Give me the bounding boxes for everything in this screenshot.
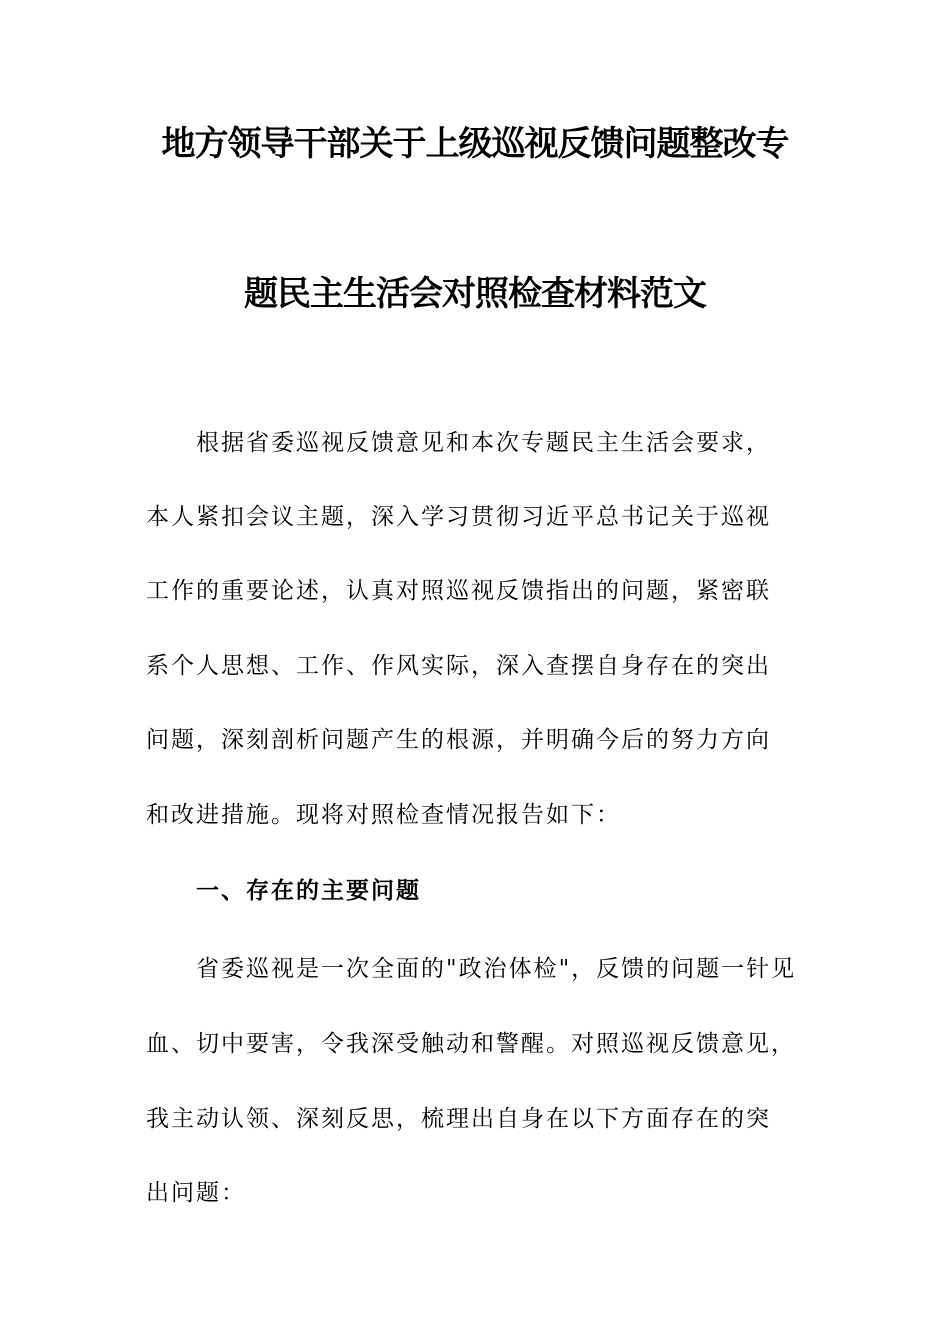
paragraph-line: 我主动认领、深刻反思，梳理出自身在以下方面存在的突 — [146, 1106, 771, 1132]
paragraph-line: 血、切中要害，令我深受触动和警醒。对照巡视反馈意见， — [146, 1031, 796, 1057]
paragraph-line: 省委巡视是一次全面的"政治体检"，反馈的问题一针见 — [196, 956, 797, 982]
paragraph-line: 工作的重要论述，认真对照巡视反馈指出的问题，紧密联 — [146, 578, 771, 604]
document-title-line-2: 题民主生活会对照检查材料范文 — [244, 274, 706, 314]
paragraph-line: 出问题： — [146, 1180, 246, 1206]
paragraph-line: 本人紧扣会议主题，深入学习贯彻习近平总书记关于巡视 — [146, 504, 771, 530]
section-heading: 一、存在的主要问题 — [196, 877, 421, 904]
paragraph-line: 问题，深刻剖析问题产生的根源，并明确今后的努力方向 — [146, 727, 771, 753]
paragraph-line: 根据省委巡视反馈意见和本次专题民主生活会要求， — [196, 430, 771, 456]
paragraph-line: 系个人思想、工作、作风实际，深入查摆自身存在的突出 — [146, 653, 771, 679]
document-title-line-1: 地方领导干部关于上级巡视反馈问题整改专 — [161, 124, 789, 164]
paragraph-line: 和改进措施。现将对照检查情况报告如下： — [146, 802, 621, 828]
